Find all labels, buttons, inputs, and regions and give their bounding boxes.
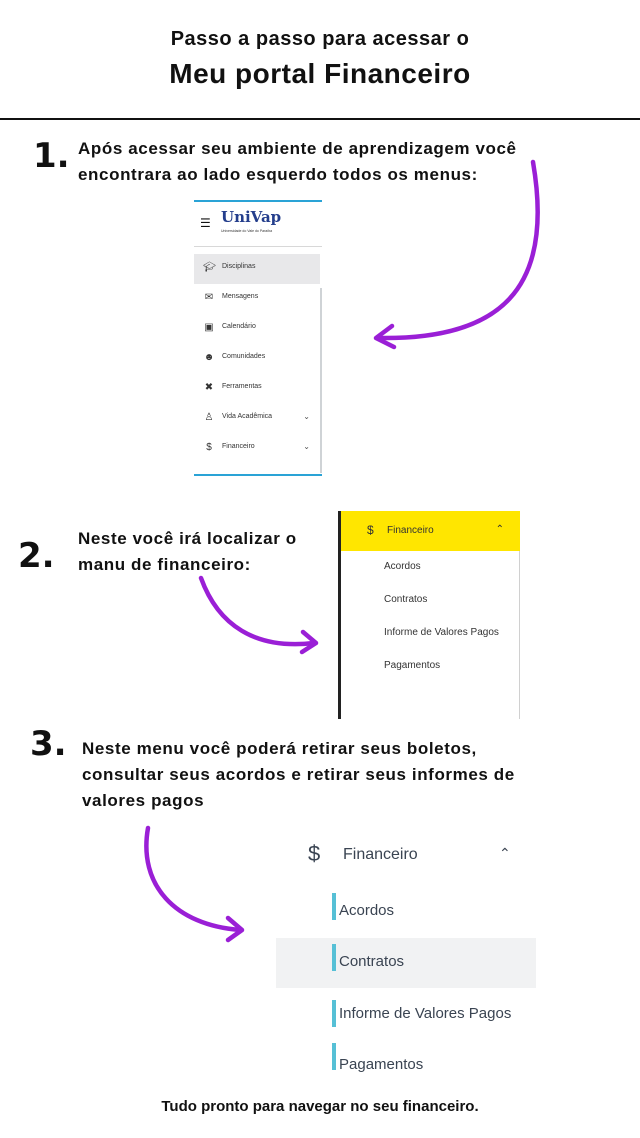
financeiro-menu-header[interactable]: Financeiro xyxy=(343,846,418,863)
submenu-item-acordos[interactable]: Acordos xyxy=(384,561,421,572)
step-1-line-2: encontrara ao lado esquerdo todos os menus: xyxy=(78,165,478,184)
step-3-number: 3. xyxy=(30,724,67,764)
step-2-number: 2. xyxy=(18,536,55,576)
step-2-line-1: Neste você irá localizar o xyxy=(78,529,297,548)
step-1-line-1: Após acessar seu ambiente de aprendizagem você xyxy=(78,139,517,158)
submenu-item-contratos[interactable]: Contratos xyxy=(384,594,428,605)
sidebar-item-label: Mensagens xyxy=(222,293,259,300)
page-title: Meu portal Financeiro xyxy=(169,58,471,89)
calendar-icon: ▣ xyxy=(204,322,214,333)
step-1-number: 1. xyxy=(33,136,70,176)
arrow-1-icon xyxy=(378,162,538,338)
person-icon: ♙ xyxy=(204,412,214,423)
dollar-icon: $ xyxy=(206,442,212,453)
univap-logo-subtitle: Universidade do Vale do Paraíba xyxy=(221,229,273,233)
chevron-down-icon: ⌄ xyxy=(303,412,310,421)
mail-icon: ✉ xyxy=(204,292,214,303)
chevron-down-icon: ⌄ xyxy=(303,442,310,451)
chevron-up-icon[interactable]: ⌃ xyxy=(499,845,511,861)
menu-item-pagamentos[interactable]: Pagamentos xyxy=(339,1056,424,1073)
financeiro-label: Financeiro xyxy=(387,525,434,536)
step-3-line-3: valores pagos xyxy=(82,791,205,810)
page-subtitle: Passo a passo para acessar o xyxy=(170,28,470,50)
hamburger-menu-icon[interactable]: ☰ xyxy=(200,216,211,230)
step-3-line-1: Neste menu você poderá retirar seus boletos, xyxy=(82,739,477,758)
menu-item-informe-valores-pagos[interactable]: Informe de Valores Pagos xyxy=(339,1005,512,1022)
submenu-item-pagamentos[interactable]: Pagamentos xyxy=(384,660,441,671)
sidebar-item-label: Ferramentas xyxy=(222,383,262,390)
sidebar-item-label: Comunidades xyxy=(222,353,266,360)
sidebar-item-label: Calendário xyxy=(222,323,256,330)
dollar-icon: $ xyxy=(308,841,321,866)
arrow-3-icon xyxy=(146,828,240,930)
arrow-2-icon xyxy=(201,578,314,644)
footer-text: Tudo pronto para navegar no seu financeiro. xyxy=(161,1098,479,1115)
sidebar-item-label: Disciplinas xyxy=(222,263,256,270)
menu-item-contratos[interactable]: Contratos xyxy=(339,953,405,970)
chevron-up-icon: ⌃ xyxy=(495,524,504,535)
graduation-cap-icon: 🎓︎ xyxy=(203,262,216,273)
sidebar-item-label: Financeiro xyxy=(222,443,255,450)
tools-icon: ✖ xyxy=(204,382,214,393)
step-2-line-2: manu de financeiro: xyxy=(78,555,251,574)
menu-item-acordos[interactable]: Acordos xyxy=(339,902,395,919)
submenu-item-informe-valores-pagos[interactable]: Informe de Valores Pagos xyxy=(384,627,499,638)
sidebar-item-label: Vida Acadêmica xyxy=(222,413,273,420)
step-3-line-2: consultar seus acordos e retirar seus informes de xyxy=(82,765,515,784)
dollar-icon: $ xyxy=(367,523,374,537)
univap-logo: UniVap xyxy=(221,208,282,226)
community-icon: ☻ xyxy=(203,352,215,363)
